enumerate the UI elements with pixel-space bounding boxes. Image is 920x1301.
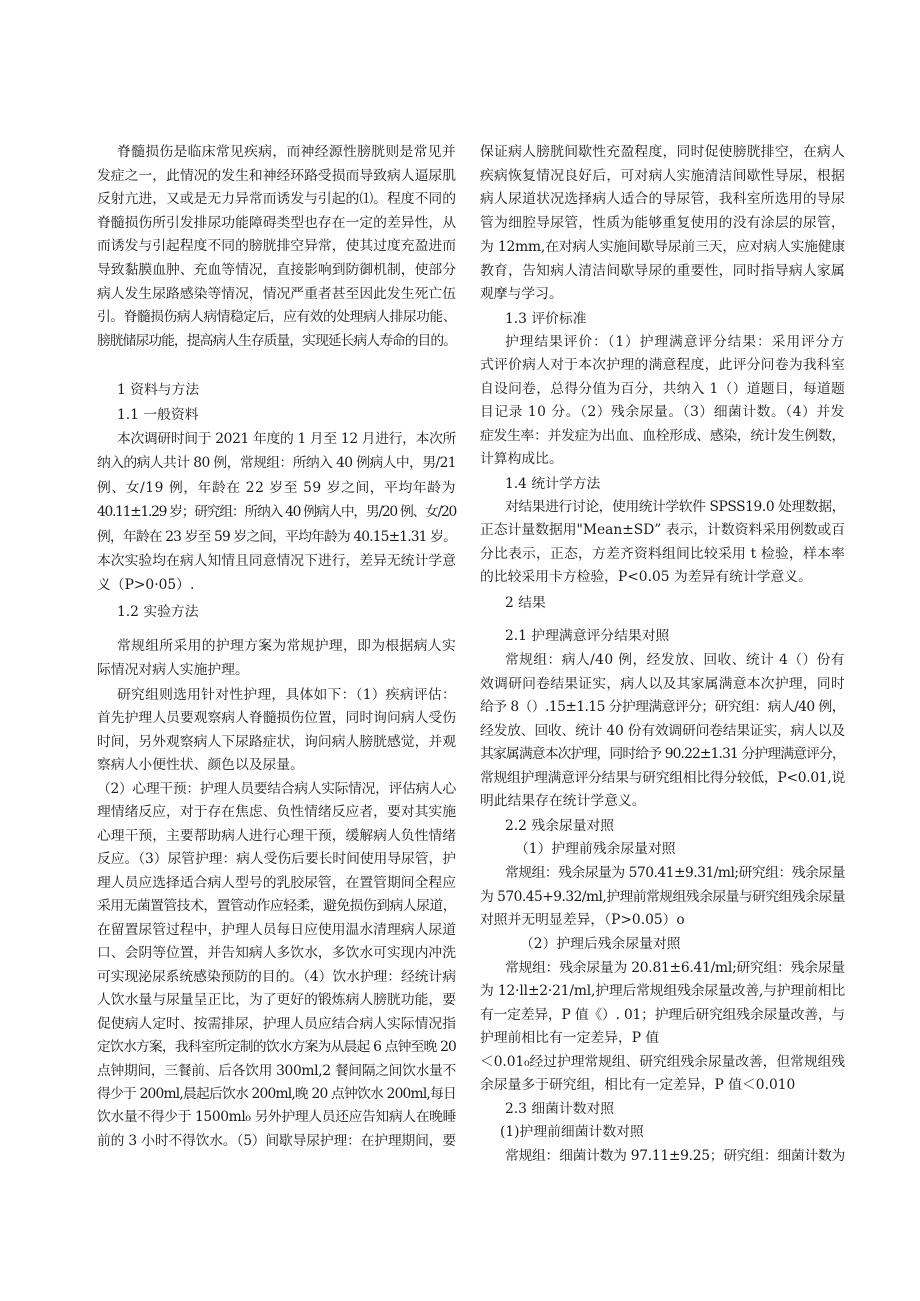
line-text: 可实现泌尿系统感染预防的目的。（4）饮水护理：经统计病 [97,968,456,985]
text-line [480,284,846,304]
line-text: 的比较采用卡方检验，P<0.05 为差异有统计学意义。 [480,569,812,586]
heading-text: 2.1 护理满意评分结果对照 [505,628,670,644]
line-text: 分比表示，正态，方差齐资料组间比较采用 t 检验，样本率 [480,545,845,562]
line-text: 导致黏膜血肿、充血等情况，直接影响到防御机制，使部分 [97,262,457,278]
text-line [97,990,457,1010]
line-text: 有一定差异，P 值《）. 01；护理后研究组残余尿量改善，与 [480,1006,845,1023]
text-line [480,1005,846,1025]
text-line [97,1014,457,1034]
text-line [97,779,457,799]
text-line [480,1052,846,1072]
text-line [117,636,457,656]
line-text: 例、女/19 例，年龄在 22 岁至 59 岁之间，平均年龄为 [97,479,456,496]
text-line [480,142,846,162]
line-text: 教育，告知病人清洁间歇导尿的重要性，同时指导病人家属 [480,262,846,279]
line-text: 得少于 200ml,晨起后饮水 200ml,晚 20 点钟饮水 200ml,每日 [97,1085,457,1102]
text-line [480,189,846,209]
text-line [480,887,846,907]
text-line [480,166,846,186]
text-line [480,544,846,564]
line-text: 给予 8（）.15±1.15 分护理满意评分；研究组：病人/40 例， [480,699,845,715]
text-line [97,849,457,869]
text-line [97,943,457,963]
text-line [480,402,846,422]
text-line [97,1037,457,1057]
heading-text: 2.2 残余尿量对照 [505,818,615,834]
line-text: 常规组护理满意评分结果与研究组相比得分较低，P<0.01,说 [480,769,845,786]
line-text: 余尿量多于研究组，相比有一定差异，P 值＜0.010 [480,1077,796,1093]
heading-line [505,309,846,329]
line-text: 点钟期间，三餐前、后各饮用 300ml,2 餐间隔之间饮水量不 [97,1062,457,1079]
line-text: 本次调研时间于 2021 年度的 1 月至 12 月进行，本次所 [117,431,456,447]
text-line [97,896,457,916]
line-text: 常规组：细菌计数为 97.11±9.25；研究组：细菌计数为 [505,1148,845,1164]
text-line [480,910,846,930]
line-text: 40.11±1.29 岁；研究组：所纳入 40 例病人中，男/20 例、女/20 [97,504,456,521]
text-line [97,920,457,940]
heading-text: （2）护理后残余尿量对照 [520,936,681,952]
line-text: 常规组：病人/40 例，经发放、回收、统计 4（）份有 [505,652,845,668]
text-line [480,213,846,233]
text-line [480,355,846,375]
line-text: 为 570.45+9.32/ml,护理前常规组残余尿量与研究组残余尿量 [480,888,845,905]
heading-text: （1）护理前残余尿量对照 [515,841,676,857]
heading-text: 1.4 统计学方法 [505,476,601,492]
heading-text: (1)护理前细菌计数对照 [500,1124,644,1140]
text-line [97,284,457,304]
line-text: 膀胱储尿功能，提高病人生存质量，实现延长病人寿命的目的。 [97,332,457,349]
text-line [97,732,457,752]
line-text: 纳入的病人共计 80 例，常规组：所纳入 40 例病人中，男/21 [97,455,456,472]
text-line [97,967,457,987]
text-line [505,863,846,883]
left-column [97,0,457,1301]
line-text: 为 12mm,在对病人实施间歇导尿前三天，应对病人实施健康 [480,238,846,255]
heading-line [505,626,846,646]
line-text: 常规组：残余尿量为 20.81±6.41/ml;研究组：残余尿量 [505,960,845,976]
line-text: 对照并无明显差异，（P>0.05）o [480,912,685,928]
line-text: 护理结果评价：（1）护理满意评分结果：采用评分方 [505,334,845,350]
line-text: 疾病恢复情况良好后，可对病人实施清洁间歇性导尿，根据 [480,167,846,184]
line-text: 研究组则选用针对性护理，具体如下：（1）疾病评估： [117,687,456,703]
line-text: 脊髓损伤所引发排尿功能障碍类型也存在一定的差异性，从 [97,214,457,231]
line-text: （2）心理干预：护理人员要结合病人实际情况，评估病人心 [97,780,456,797]
line-text: 反应。（3）尿管护理：病人受伤后要长时间使用导尿管，护 [97,851,456,868]
line-text: 前的 3 小时不得饮水。（5）间歇导尿护理：在护理期间，要 [97,1132,456,1149]
line-text: 明此结果存在统计学意义。 [480,793,646,809]
line-text: 病人尿道状况选择病人适合的导尿管，我科室所选用的导尿 [480,191,846,208]
line-text: 定饮水方案，我科室所定制的饮水方案为从晨起 6 点钟至晚 20 [97,1039,456,1056]
text-line [97,660,457,680]
line-text: 观摩与学习。 [480,286,563,303]
text-line [97,755,457,775]
line-text: ＜0.01₀经过护理常规组、研究组残余尿量改善，但常规组残 [480,1053,845,1070]
line-text: 效调研问卷结果证实，病人以及其家属满意本次护理，同时 [480,675,846,692]
line-text: 在留置尿管过程中，护理人员每日应使用温水清理病人尿道 [97,921,457,938]
text-line [505,650,846,670]
line-text: 其家属满意本次护理，同时给予 90.22±1.31 分护理满意评分， [480,746,845,762]
text-line [97,802,457,822]
line-text: 为 12·ll±2·21/ml,护理后常规组残余尿量改善,与护理前相比 [480,983,845,1000]
text-line [480,1028,846,1048]
text-line [97,551,457,571]
line-text: 察病人小便性状、颜色以及尿量。 [97,757,304,774]
line-text: 促使病人定时、按需排尿，护理人员应结合病人实际情况指 [97,1015,457,1032]
text-line [97,1084,457,1104]
line-text: 计算构成比。 [480,451,563,467]
text-line [97,213,457,233]
line-text: 引。脊髓损伤病人病情稳定后，应有效的处理病人排尿功能、 [97,309,456,326]
text-line [97,189,457,209]
heading-line [505,593,846,613]
text-line [480,237,846,257]
text-line [97,575,457,595]
heading-line [520,934,846,954]
line-text: 例，年龄在 23 岁至 59 岁之间，平均年龄为 40.15±1.31 岁。 [97,528,457,545]
line-text: 护理前相比有一定差异，P 值 [480,1030,660,1047]
text-line [97,1061,457,1081]
heading-text: 2 结果 [505,595,546,611]
text-line [480,520,846,540]
text-line [97,331,457,351]
line-text: 对结果进行讨论，使用统计学软件 SPSS19.0 处理数据， [505,499,845,515]
text-line [480,768,846,788]
heading-text: 1 资料与方法 [117,382,200,398]
line-text: 发症之一，此情况的发生和神经环路受损而导致病人逼尿肌 [97,167,457,184]
text-line [117,429,457,449]
text-line [97,236,457,256]
text-line [480,697,846,717]
text-line [97,1107,457,1127]
text-line [505,332,846,352]
line-text: 常规组所采用的护理方案为常规护理，即为根据病人实 [117,638,456,654]
text-line [97,166,457,186]
heading-line [117,405,457,425]
line-text: 口、会阴等位置，并告知病人多饮水，多饮水可实现内冲洗 [97,945,457,962]
line-text: 理情绪反应，对于存在焦虑、负性情绪反应者，要对其实施 [97,804,457,821]
line-text: 管为细腔导尿管，性质为能够重复使用的没有涂层的尿管， [480,215,846,232]
heading-text: 1.1 一般资料 [117,407,199,423]
heading-line [505,816,846,836]
text-line [480,379,846,399]
line-text: 自设问卷，总得分值为百分，共纳入 1（）道题目，每道题 [480,380,845,397]
line-text: 目记录 10 分。（2）残余尿量。（3）细菌计数。（4）并发 [480,404,845,421]
line-text: 理人员应选择适合病人型号的乳胶尿管，在置管期间全程应 [97,874,457,891]
text-line [480,791,846,811]
line-text: 病人发生尿路感染等情况，情况严重者甚至因此发生死亡伍 [97,285,457,302]
line-text: 式评价病人对于本次护理的满意程度，此评分问卷为我科室 [480,357,846,374]
text-line [480,744,846,764]
line-text: 首先护理人员要观察病人脊髓损伤位置，同时询问病人受伤 [97,710,457,727]
text-line [480,449,846,469]
text-line [505,1146,846,1166]
line-text: 采用无菌置管技术，置管动作应轻柔，避免损伤到病人尿道， [97,898,456,915]
text-line [480,261,846,281]
text-line [97,260,457,280]
heading-text: 2.3 细菌计数对照 [505,1101,615,1117]
heading-line [500,1122,846,1142]
text-line [480,981,846,1001]
text-line [505,497,846,517]
text-line [97,527,457,547]
line-text: 心理干预，主要帮助病人进行心理干预，缓解病人负性情绪 [97,827,457,844]
line-text: 本次实验均在病人知情且同意情况下进行，差异无统计学意 [97,553,457,569]
line-text: 常规组：残余尿量为 570.41±9.31/ml;研究组：残余尿量 [505,865,846,881]
heading-text: 1.3 评价标准 [505,311,587,327]
line-text: 义（P>0·05）. [97,577,195,594]
text-line [117,142,457,162]
line-text: 经发放、回收、统计 40 份有效调研问卷结果证实，病人以及 [480,722,845,739]
line-text: 正态计量数据用"Mean±SD” 表示，计数资料采用例数或百 [480,522,845,539]
text-line [480,721,846,741]
text-line [97,873,457,893]
heading-line [505,474,846,494]
line-text: 症发生率：并发症为出血、血栓形成、感染，统计发生例数， [480,427,846,444]
heading-line [515,839,846,859]
text-line [97,1131,457,1151]
line-text: 脊髓损伤是临床常见疾病，而神经源性膀胱则是常见并 [117,144,456,160]
text-line [97,453,457,473]
text-line [505,958,846,978]
text-line [480,426,846,446]
text-line [97,502,457,522]
text-line [480,1075,846,1095]
right-column [480,0,846,1301]
text-line [97,708,457,728]
heading-text: 1.2 实验方法 [117,604,199,620]
text-line [97,307,457,327]
line-text: 时间，另外观察病人下尿路症状，询问病人膀胱感觉，并观 [97,733,457,750]
text-line [480,674,846,694]
line-text: 际情况对病人实施护理。 [97,662,249,678]
line-text: 饮水量不得少于 1500ml₀ 另外护理人员还应告知病人在晚睡 [97,1109,457,1126]
text-line [97,826,457,846]
line-text: 而诱发与引起程度不同的膀胱排空异常，使其过度充盈进而 [97,238,457,255]
heading-line [117,380,457,400]
text-line [97,478,457,498]
line-text: 人饮水量与尿量呈正比，为了更好的锻炼病人膀胱功能，要 [97,992,457,1009]
text-line [480,567,846,587]
line-text: 保证病人膀胱间歇性充盈程度，同时促使膀胱排空，在病人 [480,144,846,160]
heading-line [117,602,457,622]
line-text: 反射亢进，又或是无力异常而诱发与引起的⑴。程度不同的 [97,191,457,208]
heading-line [505,1099,846,1119]
text-line [117,685,457,705]
